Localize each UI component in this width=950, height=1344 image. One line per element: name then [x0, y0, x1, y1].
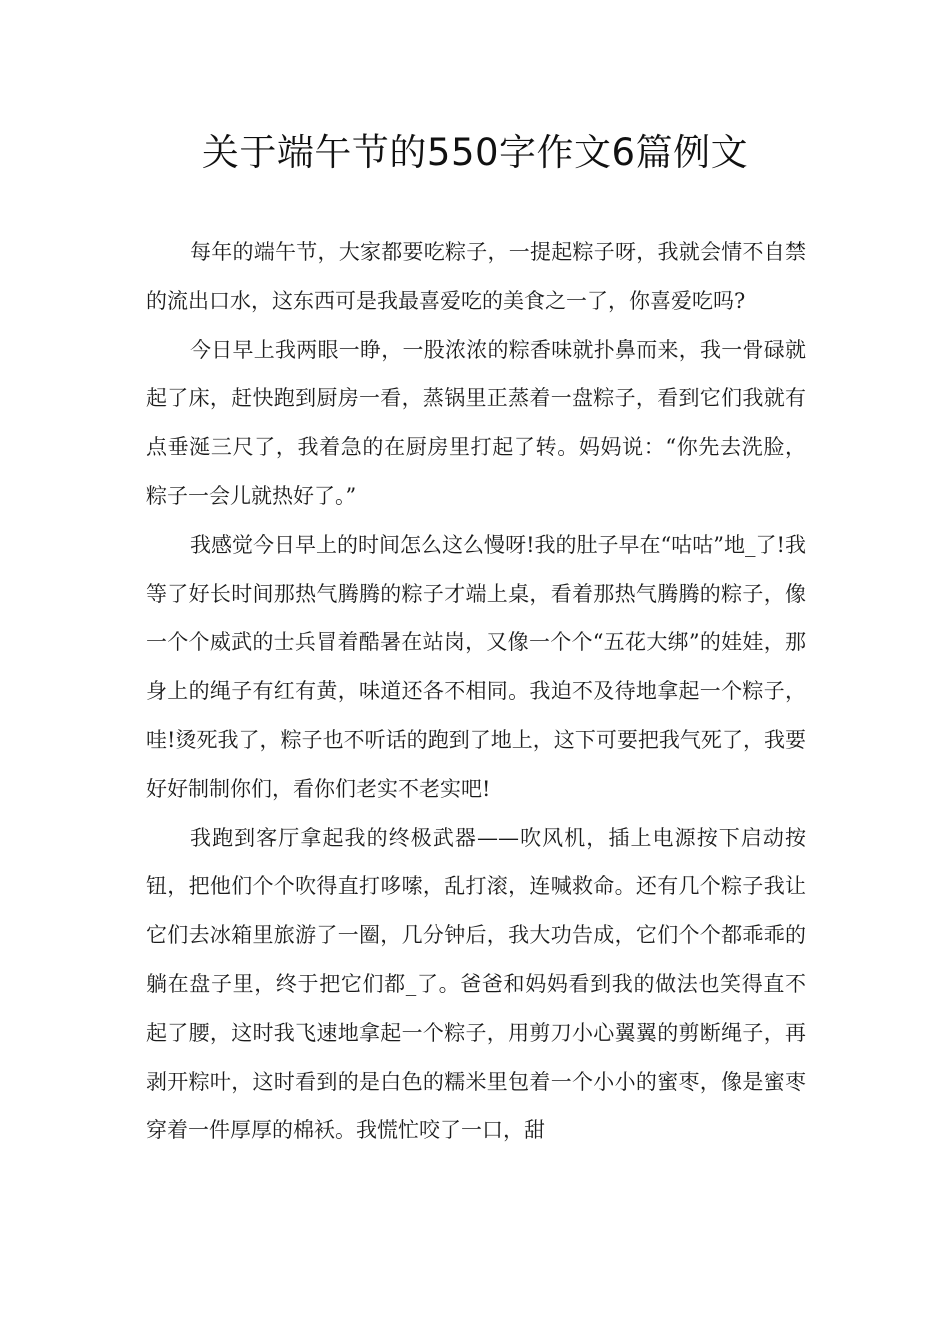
document-body — [146, 228, 806, 1155]
paragraph-1: 每年的端午节，大家都要吃粽子，一提起粽子呀，我就会情不自禁的流出口水，这东西可是我最喜爱吃的美食之一了，你喜爱吃吗? — [146, 240, 806, 313]
paragraph-3: 我感觉今日早上的时间怎么这么慢呀!我的肚子早在“咕咕”地_了!我等了好长时间那热气腾腾的粽子才端上桌，看着那热气腾腾的粽子，像一个个威武的士兵冒着酷暑在站岗，又像一个个“五花大绑”的娃娃，那身上的绳子有红有黄，味道还各不相同。我迫不及待地拿起一个粽子，哇!烫死我了，粽子也不听话的跑到了地上，这下可要把我气死了，我要好好制制你们，看你们老实不老实吧! — [146, 532, 806, 801]
paragraph-2: 今日早上我两眼一睁，一股浓浓的粽香味就扑鼻而来，我一骨碌就起了床，赶快跑到厨房一看，蒸锅里正蒸着一盘粽子，看到它们我就有点垂涎三尺了，我着急的在厨房里打起了转。妈妈说：“你先去洗脸，粽子一会儿就热好了。” — [146, 337, 806, 508]
paragraph-4: 我跑到客厅拿起我的终极武器——吹风机，插上电源按下启动按钮，把他们个个吹得直打哆嗦，乱打滚，连喊救命。还有几个粽子我让它们去冰箱里旅游了一圈，几分钟后，我大功告成，它们个个都乖乖的躺在盘子里，终于把它们都_了。爸爸和妈妈看到我的做法也笑得直不起了腰，这时我飞速地拿起一个粽子，用剪刀小心翼翼的剪断绳子，再剥开粽叶，这时看到的是白色的糯米里包着一个小小的蜜枣，像是蜜枣穿着一件厚厚的棉袄。我慌忙咬了一口，甜 — [146, 825, 806, 1143]
document-title: 关于端午节的550字作文6篇例文 — [201, 131, 749, 174]
